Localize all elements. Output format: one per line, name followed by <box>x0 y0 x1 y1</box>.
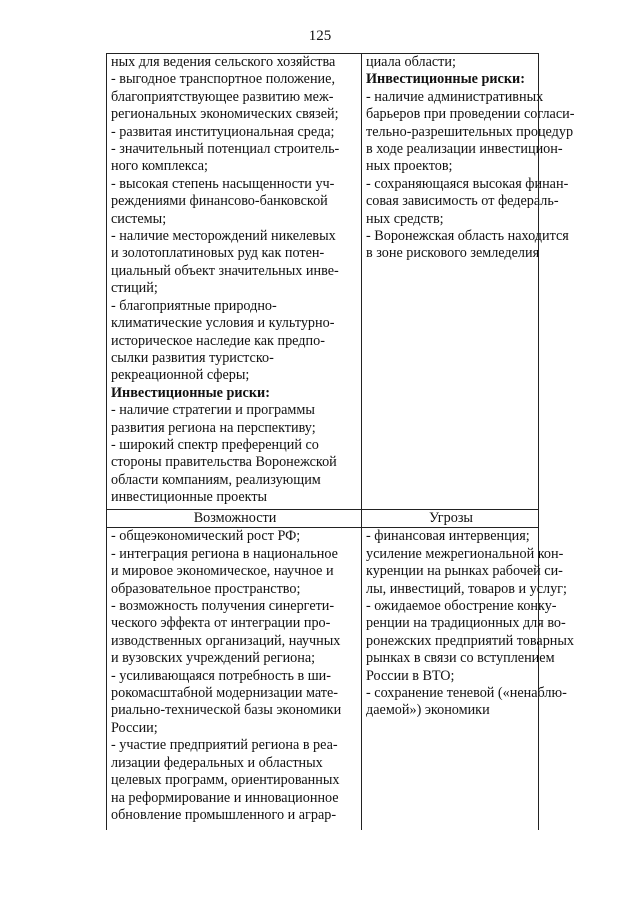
text-line: реждениями финансово-банковской <box>111 193 328 210</box>
text-line: на реформирование и инновационное <box>111 789 339 806</box>
text-line: рынках в связи со вступлением <box>366 650 555 667</box>
section-heading: Инвестиционные риски: <box>366 71 525 88</box>
text-line: ного комплекса; <box>111 158 208 175</box>
text-line: и вузовских учреждений региона; <box>111 650 316 667</box>
text-line: - участие предприятий региона в реа- <box>111 737 338 754</box>
opportunities-header: Возможности <box>107 510 362 528</box>
text-line: благоприятствующее развитию меж- <box>111 88 334 105</box>
text-line: рокомасштабной модернизации мате- <box>111 685 339 702</box>
text-line: целевых программ, ориентированных <box>111 772 340 789</box>
opportunities-text <box>111 528 359 824</box>
text-line: региональных экономических связей; <box>111 106 339 123</box>
text-line: системы; <box>111 210 167 227</box>
text-line: - усиливающаяся потребность в ши- <box>111 667 331 684</box>
text-line: - выгодное транспортное положение, <box>111 71 335 88</box>
text-line: циальный объект значительных инве- <box>111 262 339 279</box>
text-line: усиление межрегиональной кон- <box>366 545 564 562</box>
text-line: - благоприятные природно- <box>111 297 277 314</box>
text-line: тельно-разрешительных процедур <box>366 123 574 140</box>
text-line: и мировое экономическое, научное и <box>111 563 334 580</box>
text-line: ронежских предприятий товарных <box>366 632 575 649</box>
text-line: ческого эффекта от интеграции про- <box>111 615 331 632</box>
table-row-opportunities-threats <box>107 528 539 831</box>
text-line: изводственных организаций, научных <box>111 632 341 649</box>
weaknesses-cell <box>362 54 575 510</box>
text-line: - значительный потенциал строитель- <box>111 141 340 158</box>
section-heading: Инвестиционные риски: <box>111 384 270 401</box>
text-line: ных для ведения сельского хозяйства <box>111 54 336 70</box>
text-line: России; <box>111 719 158 736</box>
threats-cell <box>362 528 575 831</box>
text-line: ных средств; <box>366 210 444 227</box>
text-line: обновление промышленного и аграр- <box>111 806 337 823</box>
text-line: ренции на традиционных для во- <box>366 615 566 632</box>
table-row-header <box>107 510 539 528</box>
strengths-cell <box>107 54 362 510</box>
text-line: - возможность получения синергети- <box>111 598 335 615</box>
text-line: - сохраняющаяся высокая финан- <box>366 175 569 192</box>
threats-header: Угрозы <box>362 510 539 528</box>
text-line: даемой») экономики <box>366 702 490 719</box>
table-row-strengths-weaknesses <box>107 54 539 510</box>
text-line: историческое наследие как предпо- <box>111 332 325 349</box>
text-line: - развитая институциональная среда; <box>111 123 335 140</box>
text-line: - наличие месторождений никелевых <box>111 228 336 245</box>
strengths-text <box>111 54 359 507</box>
text-line: - наличие административных <box>366 88 544 105</box>
text-line: инвестиционные проекты <box>111 489 268 506</box>
text-line: - Воронежская область находится <box>366 228 569 245</box>
text-line: рекреационной сферы; <box>111 367 250 384</box>
weaknesses-text <box>366 54 575 263</box>
text-line: стиций; <box>111 280 158 297</box>
text-line: - финансовая интервенция; <box>366 528 530 545</box>
text-line: стороны правительства Воронежской <box>111 454 337 471</box>
text-line: - высокая степень насыщенности уч- <box>111 175 335 192</box>
threats-text <box>366 528 575 719</box>
text-line: - наличие стратегии и программы <box>111 402 315 419</box>
text-line: куренции на рынках рабочей си- <box>366 563 563 580</box>
text-line: - широкий спектр преференций со <box>111 436 319 453</box>
text-line: климатические условия и культурно- <box>111 315 335 332</box>
text-line: России в ВТО; <box>366 667 455 684</box>
text-line: сылки развития туристско- <box>111 349 274 366</box>
opportunities-cell <box>107 528 362 831</box>
text-line: - интеграция региона в национальное <box>111 545 338 562</box>
text-line: области компаниям, реализующим <box>111 471 321 488</box>
text-line: совая зависимость от федераль- <box>366 193 559 210</box>
text-line: развития региона на перспективу; <box>111 419 316 436</box>
text-line: - сохранение теневой («ненаблю- <box>366 685 567 702</box>
text-line: образовательное пространство; <box>111 580 301 597</box>
text-line: ных проектов; <box>366 158 453 175</box>
text-line: циала области; <box>366 54 456 70</box>
text-line: риально-технической базы экономики <box>111 702 342 719</box>
text-line: лизации федеральных и областных <box>111 754 323 771</box>
page-number: 125 <box>308 28 332 44</box>
text-line: в ходе реализации инвестицион- <box>366 141 563 158</box>
text-line: и золотоплатиновых руд как потен- <box>111 245 325 262</box>
text-line: - ожидаемое обострение конку- <box>366 598 557 615</box>
text-line: барьеров при проведении согласи- <box>366 106 575 123</box>
swot-table <box>106 53 575 830</box>
text-line: в зоне рискового земледелия <box>366 245 540 262</box>
text-line: лы, инвестиций, товаров и услуг; <box>366 580 567 597</box>
text-line: - общеэкономический рост РФ; <box>111 528 301 545</box>
